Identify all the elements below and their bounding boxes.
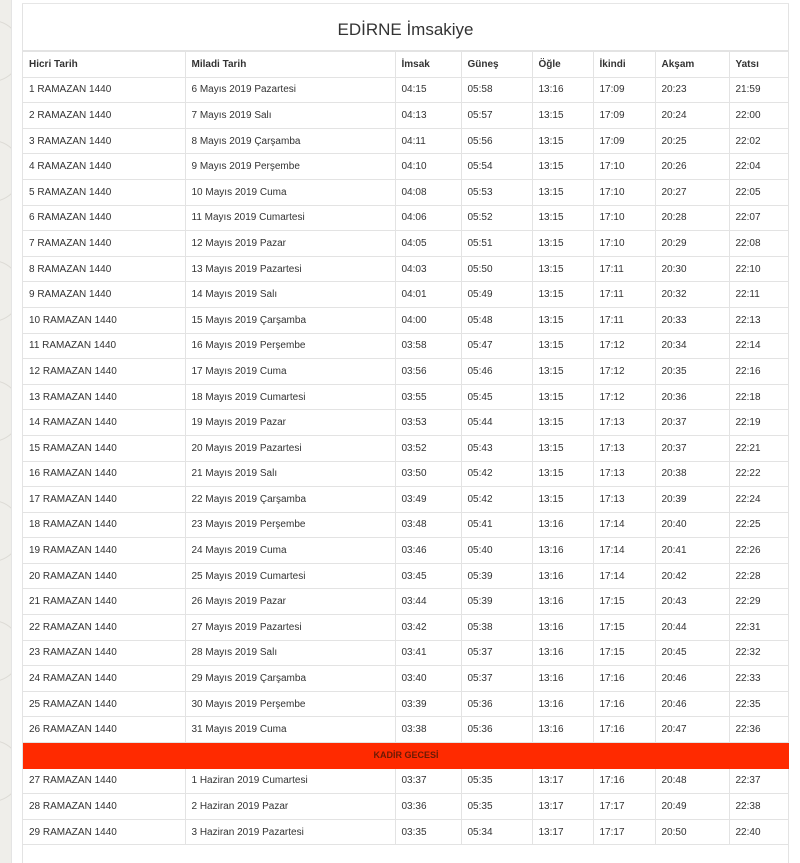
cell-ikindi: 17:13: [593, 435, 655, 461]
cell-yatsi: 22:16: [729, 359, 789, 385]
cell-imsak: 03:50: [395, 461, 461, 487]
cell-ogle: 13:16: [532, 615, 593, 641]
table-row: [23, 307, 789, 333]
cell-yatsi: 22:21: [729, 435, 789, 461]
cell-gunes: 05:56: [461, 128, 532, 154]
cell-imsak: 03:38: [395, 717, 461, 743]
table-row: [23, 179, 789, 205]
cell-imsak: 03:39: [395, 691, 461, 717]
cell-ogle: 13:15: [532, 179, 593, 205]
cell-imsak: 03:58: [395, 333, 461, 359]
table-row: [23, 538, 789, 564]
cell-gunes: 05:53: [461, 179, 532, 205]
cell-ogle: 13:15: [532, 359, 593, 385]
cell-hicri: 24 RAMAZAN 1440: [23, 666, 185, 692]
cell-gunes: 05:37: [461, 666, 532, 692]
cell-yatsi: 22:08: [729, 231, 789, 257]
cell-hicri: 25 RAMAZAN 1440: [23, 691, 185, 717]
cell-gunes: 05:51: [461, 231, 532, 257]
cell-gunes: 05:42: [461, 487, 532, 513]
cell-aksam: 20:46: [655, 666, 729, 692]
table-row: [23, 333, 789, 359]
cell-gunes: 05:43: [461, 435, 532, 461]
cell-hicri: 19 RAMAZAN 1440: [23, 538, 185, 564]
cell-imsak: 04:10: [395, 154, 461, 180]
cell-imsak: 04:11: [395, 128, 461, 154]
column-header-hicri: Hicri Tarih: [23, 52, 185, 78]
cell-miladi: 6 Mayıs 2019 Pazartesi: [185, 77, 395, 103]
cell-gunes: 05:38: [461, 615, 532, 641]
cell-aksam: 20:50: [655, 819, 729, 845]
table-body-after: [23, 768, 789, 845]
cell-aksam: 20:28: [655, 205, 729, 231]
cell-aksam: 20:25: [655, 128, 729, 154]
cell-hicri: 23 RAMAZAN 1440: [23, 640, 185, 666]
cell-gunes: 05:40: [461, 538, 532, 564]
cell-miladi: 13 Mayıs 2019 Pazartesi: [185, 256, 395, 282]
column-header-ogle: Öğle: [532, 52, 593, 78]
cell-aksam: 20:38: [655, 461, 729, 487]
table-row: [23, 154, 789, 180]
cell-ikindi: 17:14: [593, 538, 655, 564]
column-header-miladi: Miladi Tarih: [185, 52, 395, 78]
table-row: [23, 128, 789, 154]
cell-aksam: 20:44: [655, 615, 729, 641]
cell-gunes: 05:35: [461, 794, 532, 820]
cell-yatsi: 22:35: [729, 691, 789, 717]
cell-miladi: 29 Mayıs 2019 Çarşamba: [185, 666, 395, 692]
cell-yatsi: 22:33: [729, 666, 789, 692]
cell-ogle: 13:16: [532, 512, 593, 538]
cell-imsak: 03:46: [395, 538, 461, 564]
cell-hicri: 9 RAMAZAN 1440: [23, 282, 185, 308]
cell-miladi: 23 Mayıs 2019 Perşembe: [185, 512, 395, 538]
cell-yatsi: 22:00: [729, 103, 789, 129]
cell-yatsi: 22:37: [729, 768, 789, 794]
kadir-gecesi-label: KADİR GECESİ: [23, 743, 789, 769]
cell-miladi: 20 Mayıs 2019 Pazartesi: [185, 435, 395, 461]
cell-miladi: 24 Mayıs 2019 Cuma: [185, 538, 395, 564]
cell-imsak: 03:42: [395, 615, 461, 641]
column-header-aksam: Akşam: [655, 52, 729, 78]
cell-yatsi: 22:28: [729, 563, 789, 589]
cell-miladi: 22 Mayıs 2019 Çarşamba: [185, 487, 395, 513]
cell-hicri: 3 RAMAZAN 1440: [23, 128, 185, 154]
cell-ogle: 13:16: [532, 538, 593, 564]
cell-hicri: 15 RAMAZAN 1440: [23, 435, 185, 461]
cell-gunes: 05:42: [461, 461, 532, 487]
cell-gunes: 05:39: [461, 563, 532, 589]
cell-yatsi: 22:02: [729, 128, 789, 154]
cell-miladi: 1 Haziran 2019 Cumartesi: [185, 768, 395, 794]
cell-aksam: 20:40: [655, 512, 729, 538]
cell-gunes: 05:50: [461, 256, 532, 282]
cell-miladi: 19 Mayıs 2019 Pazar: [185, 410, 395, 436]
cell-imsak: 03:40: [395, 666, 461, 692]
cell-ikindi: 17:12: [593, 359, 655, 385]
cell-ogle: 13:15: [532, 282, 593, 308]
cell-imsak: 04:00: [395, 307, 461, 333]
cell-hicri: 6 RAMAZAN 1440: [23, 205, 185, 231]
cell-gunes: 05:54: [461, 154, 532, 180]
cell-ogle: 13:16: [532, 666, 593, 692]
cell-ogle: 13:15: [532, 435, 593, 461]
cell-gunes: 05:47: [461, 333, 532, 359]
cell-yatsi: 22:11: [729, 282, 789, 308]
cell-gunes: 05:36: [461, 691, 532, 717]
cell-hicri: 11 RAMAZAN 1440: [23, 333, 185, 359]
cell-ikindi: 17:11: [593, 256, 655, 282]
cell-ogle: 13:15: [532, 307, 593, 333]
cell-aksam: 20:26: [655, 154, 729, 180]
imsakiye-card: [22, 4, 789, 863]
cell-miladi: 31 Mayıs 2019 Cuma: [185, 717, 395, 743]
cell-ikindi: 17:16: [593, 768, 655, 794]
cell-ikindi: 17:10: [593, 205, 655, 231]
cell-aksam: 20:37: [655, 410, 729, 436]
cell-imsak: 03:56: [395, 359, 461, 385]
cell-imsak: 04:08: [395, 179, 461, 205]
table-row: [23, 487, 789, 513]
cell-yatsi: 22:04: [729, 154, 789, 180]
cell-ikindi: 17:09: [593, 77, 655, 103]
cell-imsak: 03:53: [395, 410, 461, 436]
cell-aksam: 20:35: [655, 359, 729, 385]
table-row: [23, 615, 789, 641]
cell-miladi: 8 Mayıs 2019 Çarşamba: [185, 128, 395, 154]
cell-yatsi: 22:31: [729, 615, 789, 641]
cell-aksam: 20:36: [655, 384, 729, 410]
cell-ikindi: 17:10: [593, 179, 655, 205]
cell-imsak: 03:35: [395, 819, 461, 845]
cell-yatsi: 22:13: [729, 307, 789, 333]
cell-ogle: 13:16: [532, 589, 593, 615]
cell-ikindi: 17:09: [593, 103, 655, 129]
cell-aksam: 20:49: [655, 794, 729, 820]
table-row: [23, 691, 789, 717]
cell-imsak: 03:55: [395, 384, 461, 410]
cell-ikindi: 17:16: [593, 717, 655, 743]
cell-aksam: 20:30: [655, 256, 729, 282]
cell-imsak: 03:48: [395, 512, 461, 538]
cell-gunes: 05:58: [461, 77, 532, 103]
cell-ogle: 13:15: [532, 410, 593, 436]
cell-gunes: 05:35: [461, 768, 532, 794]
page-title: EDİRNE İmsakiye: [23, 4, 788, 51]
cell-ikindi: 17:11: [593, 307, 655, 333]
cell-aksam: 20:46: [655, 691, 729, 717]
cell-ogle: 13:15: [532, 205, 593, 231]
table-row: [23, 512, 789, 538]
cell-ikindi: 17:14: [593, 512, 655, 538]
cell-ogle: 13:15: [532, 154, 593, 180]
cell-hicri: 7 RAMAZAN 1440: [23, 231, 185, 257]
cell-gunes: 05:37: [461, 640, 532, 666]
cell-ikindi: 17:13: [593, 461, 655, 487]
cell-ikindi: 17:15: [593, 615, 655, 641]
cell-ikindi: 17:10: [593, 154, 655, 180]
cell-aksam: 20:24: [655, 103, 729, 129]
cell-imsak: 04:13: [395, 103, 461, 129]
table-row: [23, 563, 789, 589]
cell-hicri: 10 RAMAZAN 1440: [23, 307, 185, 333]
cell-yatsi: 22:18: [729, 384, 789, 410]
column-header-imsak: İmsak: [395, 52, 461, 78]
cell-ogle: 13:16: [532, 640, 593, 666]
cell-aksam: 20:42: [655, 563, 729, 589]
table-row: [23, 640, 789, 666]
cell-ogle: 13:15: [532, 333, 593, 359]
cell-aksam: 20:45: [655, 640, 729, 666]
cell-aksam: 20:23: [655, 77, 729, 103]
cell-ogle: 13:17: [532, 794, 593, 820]
cell-miladi: 28 Mayıs 2019 Salı: [185, 640, 395, 666]
cell-aksam: 20:43: [655, 589, 729, 615]
cell-ikindi: 17:12: [593, 333, 655, 359]
cell-ogle: 13:16: [532, 691, 593, 717]
cell-hicri: 2 RAMAZAN 1440: [23, 103, 185, 129]
cell-aksam: 20:47: [655, 717, 729, 743]
table-row: [23, 794, 789, 820]
cell-gunes: 05:52: [461, 205, 532, 231]
cell-yatsi: 22:36: [729, 717, 789, 743]
cell-gunes: 05:34: [461, 819, 532, 845]
table-row: [23, 461, 789, 487]
cell-imsak: 04:15: [395, 77, 461, 103]
table-row: [23, 231, 789, 257]
cell-ikindi: 17:15: [593, 640, 655, 666]
table-row: [23, 717, 789, 743]
cell-ogle: 13:15: [532, 128, 593, 154]
cell-miladi: 25 Mayıs 2019 Cumartesi: [185, 563, 395, 589]
cell-miladi: 27 Mayıs 2019 Pazartesi: [185, 615, 395, 641]
cell-gunes: 05:44: [461, 410, 532, 436]
table-row: [23, 589, 789, 615]
cell-ikindi: 17:16: [593, 691, 655, 717]
cell-miladi: 16 Mayıs 2019 Perşembe: [185, 333, 395, 359]
cell-imsak: 03:41: [395, 640, 461, 666]
cell-ogle: 13:17: [532, 819, 593, 845]
cell-gunes: 05:41: [461, 512, 532, 538]
cell-hicri: 18 RAMAZAN 1440: [23, 512, 185, 538]
cell-yatsi: 22:38: [729, 794, 789, 820]
cell-yatsi: 21:59: [729, 77, 789, 103]
cell-gunes: 05:45: [461, 384, 532, 410]
cell-aksam: 20:27: [655, 179, 729, 205]
special-section: [23, 743, 789, 769]
cell-hicri: 8 RAMAZAN 1440: [23, 256, 185, 282]
cell-ikindi: 17:12: [593, 384, 655, 410]
cell-ogle: 13:16: [532, 717, 593, 743]
cell-ikindi: 17:15: [593, 589, 655, 615]
column-header-gunes: Güneş: [461, 52, 532, 78]
cell-aksam: 20:48: [655, 768, 729, 794]
cell-yatsi: 22:10: [729, 256, 789, 282]
cell-gunes: 05:57: [461, 103, 532, 129]
cell-ogle: 13:16: [532, 563, 593, 589]
cell-aksam: 20:29: [655, 231, 729, 257]
cell-imsak: 03:45: [395, 563, 461, 589]
cell-aksam: 20:33: [655, 307, 729, 333]
cell-miladi: 21 Mayıs 2019 Salı: [185, 461, 395, 487]
table-row: [23, 256, 789, 282]
cell-gunes: 05:49: [461, 282, 532, 308]
cell-miladi: 15 Mayıs 2019 Çarşamba: [185, 307, 395, 333]
cell-hicri: 5 RAMAZAN 1440: [23, 179, 185, 205]
cell-miladi: 3 Haziran 2019 Pazartesi: [185, 819, 395, 845]
cell-miladi: 14 Mayıs 2019 Salı: [185, 282, 395, 308]
cell-aksam: 20:34: [655, 333, 729, 359]
cell-yatsi: 22:07: [729, 205, 789, 231]
cell-gunes: 05:46: [461, 359, 532, 385]
cell-yatsi: 22:40: [729, 819, 789, 845]
cell-miladi: 9 Mayıs 2019 Perşembe: [185, 154, 395, 180]
table-row: [23, 435, 789, 461]
cell-ikindi: 17:13: [593, 410, 655, 436]
cell-aksam: 20:39: [655, 487, 729, 513]
cell-miladi: 18 Mayıs 2019 Cumartesi: [185, 384, 395, 410]
cell-hicri: 20 RAMAZAN 1440: [23, 563, 185, 589]
cell-hicri: 4 RAMAZAN 1440: [23, 154, 185, 180]
cell-yatsi: 22:26: [729, 538, 789, 564]
cell-gunes: 05:48: [461, 307, 532, 333]
cell-hicri: 1 RAMAZAN 1440: [23, 77, 185, 103]
cell-miladi: 26 Mayıs 2019 Pazar: [185, 589, 395, 615]
cell-aksam: 20:32: [655, 282, 729, 308]
cell-imsak: 04:06: [395, 205, 461, 231]
cell-hicri: 29 RAMAZAN 1440: [23, 819, 185, 845]
cell-hicri: 21 RAMAZAN 1440: [23, 589, 185, 615]
table-row: [23, 384, 789, 410]
cell-miladi: 17 Mayıs 2019 Cuma: [185, 359, 395, 385]
cell-ikindi: 17:16: [593, 666, 655, 692]
cell-hicri: 17 RAMAZAN 1440: [23, 487, 185, 513]
cell-miladi: 11 Mayıs 2019 Cumartesi: [185, 205, 395, 231]
cell-hicri: 22 RAMAZAN 1440: [23, 615, 185, 641]
cell-imsak: 03:52: [395, 435, 461, 461]
cell-hicri: 14 RAMAZAN 1440: [23, 410, 185, 436]
cell-aksam: 20:41: [655, 538, 729, 564]
table-header-row: [23, 52, 789, 78]
cell-yatsi: 22:32: [729, 640, 789, 666]
cell-hicri: 27 RAMAZAN 1440: [23, 768, 185, 794]
cell-ikindi: 17:13: [593, 487, 655, 513]
cell-yatsi: 22:24: [729, 487, 789, 513]
cell-imsak: 03:37: [395, 768, 461, 794]
cell-imsak: 04:03: [395, 256, 461, 282]
cell-yatsi: 22:29: [729, 589, 789, 615]
cell-imsak: 04:01: [395, 282, 461, 308]
cell-ikindi: 17:10: [593, 231, 655, 257]
kadir-gecesi-row: [23, 743, 789, 769]
cell-yatsi: 22:05: [729, 179, 789, 205]
table-row: [23, 819, 789, 845]
cell-imsak: 03:49: [395, 487, 461, 513]
cell-miladi: 2 Haziran 2019 Pazar: [185, 794, 395, 820]
cell-ogle: 13:15: [532, 461, 593, 487]
cell-yatsi: 22:19: [729, 410, 789, 436]
cell-yatsi: 22:25: [729, 512, 789, 538]
cell-miladi: 12 Mayıs 2019 Pazar: [185, 231, 395, 257]
table-row: [23, 410, 789, 436]
table-body-before: [23, 77, 789, 742]
table-row: [23, 103, 789, 129]
cell-imsak: 03:44: [395, 589, 461, 615]
cell-aksam: 20:37: [655, 435, 729, 461]
cell-ogle: 13:15: [532, 256, 593, 282]
table-row: [23, 768, 789, 794]
table-row: [23, 282, 789, 308]
cell-ogle: 13:16: [532, 77, 593, 103]
cell-imsak: 03:36: [395, 794, 461, 820]
cell-hicri: 26 RAMAZAN 1440: [23, 717, 185, 743]
cell-ikindi: 17:17: [593, 794, 655, 820]
cell-ikindi: 17:17: [593, 819, 655, 845]
table-row: [23, 77, 789, 103]
cell-hicri: 16 RAMAZAN 1440: [23, 461, 185, 487]
cell-miladi: 7 Mayıs 2019 Salı: [185, 103, 395, 129]
table-row: [23, 359, 789, 385]
cell-ikindi: 17:11: [593, 282, 655, 308]
cell-ogle: 13:15: [532, 384, 593, 410]
cell-ogle: 13:15: [532, 487, 593, 513]
imsakiye-table: [23, 51, 789, 845]
column-header-ikindi: İkindi: [593, 52, 655, 78]
cell-ogle: 13:15: [532, 103, 593, 129]
table-row: [23, 666, 789, 692]
cell-ogle: 13:15: [532, 231, 593, 257]
cell-hicri: 12 RAMAZAN 1440: [23, 359, 185, 385]
cell-hicri: 28 RAMAZAN 1440: [23, 794, 185, 820]
cell-miladi: 30 Mayıs 2019 Perşembe: [185, 691, 395, 717]
cell-ogle: 13:17: [532, 768, 593, 794]
cell-yatsi: 22:14: [729, 333, 789, 359]
cell-gunes: 05:36: [461, 717, 532, 743]
cell-imsak: 04:05: [395, 231, 461, 257]
cell-gunes: 05:39: [461, 589, 532, 615]
cell-yatsi: 22:22: [729, 461, 789, 487]
column-header-yatsi: Yatsı: [729, 52, 789, 78]
cell-miladi: 10 Mayıs 2019 Cuma: [185, 179, 395, 205]
cell-ikindi: 17:09: [593, 128, 655, 154]
table-row: [23, 205, 789, 231]
cell-ikindi: 17:14: [593, 563, 655, 589]
cell-hicri: 13 RAMAZAN 1440: [23, 384, 185, 410]
